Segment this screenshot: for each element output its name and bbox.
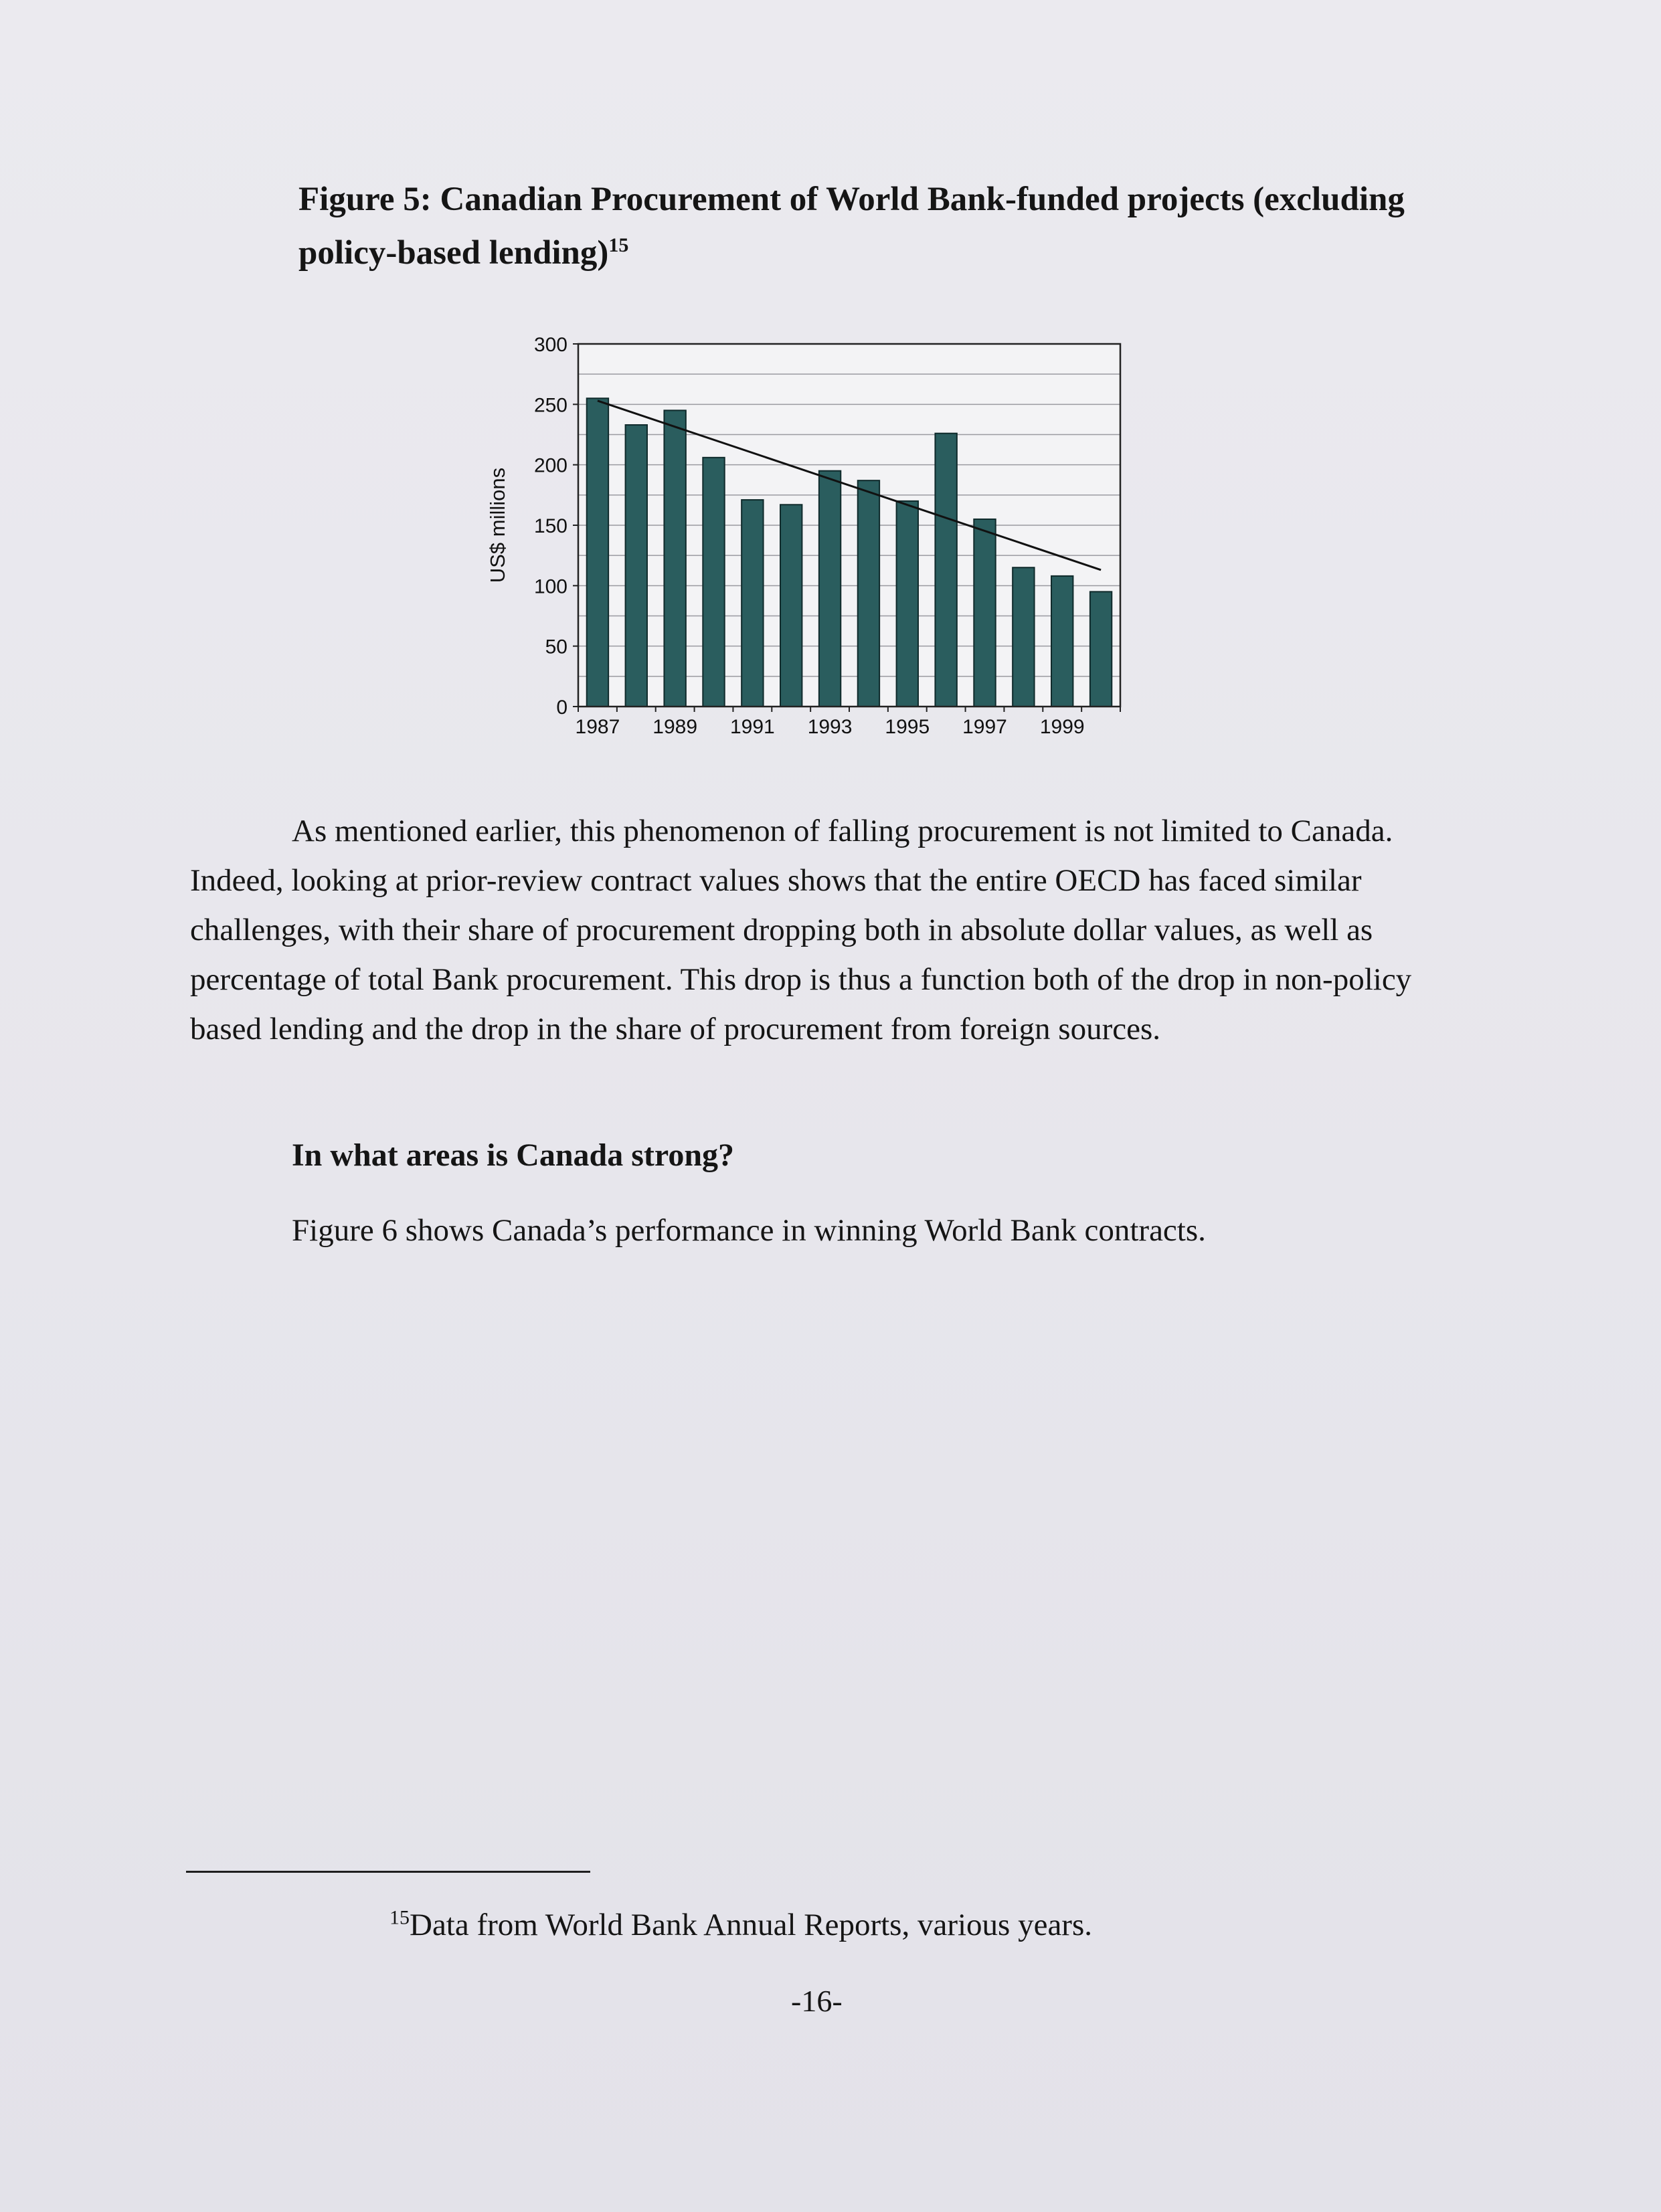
y-tick-label: 100 bbox=[533, 575, 567, 598]
x-tick-label: 1993 bbox=[807, 716, 853, 738]
body-paragraph: As mentioned earlier, this phenomenon of falling procurement is not limited to Canada. Indeed, looking at prior-review contract values shows that the entire OECD has faced similar challenges, with their share of procurement dropping both in absolute dollar values, as well as percentage of total Bank procurement. This drop is thus a function both of the drop in non-policy based lending and the drop in the share of procurement from foreign sources. bbox=[190, 814, 1412, 1046]
y-tick-label: 300 bbox=[533, 334, 567, 356]
bar-1995 bbox=[897, 501, 918, 707]
bar-1998 bbox=[1013, 567, 1034, 707]
footnote-text: Data from World Bank Annual Reports, various years. bbox=[410, 1908, 1093, 1942]
y-tick-label: 150 bbox=[533, 515, 567, 537]
x-tick-label: 1989 bbox=[652, 716, 698, 738]
procurement-chart bbox=[468, 328, 1178, 756]
bar-1990 bbox=[703, 458, 724, 707]
y-tick-label: 250 bbox=[533, 394, 567, 417]
bar-1991 bbox=[741, 500, 763, 707]
body-paragraph-2: Figure 6 shows Canada’s performance in winning World Bank contracts. bbox=[292, 1213, 1206, 1248]
bar-1988 bbox=[626, 425, 647, 707]
bar-1993 bbox=[819, 471, 841, 707]
x-tick-label: 1999 bbox=[1039, 716, 1085, 738]
x-tick-label: 1995 bbox=[885, 716, 930, 738]
y-tick-label: 0 bbox=[556, 697, 567, 719]
bar-1992 bbox=[780, 504, 802, 707]
bar-1999 bbox=[1051, 576, 1073, 707]
bar-1987 bbox=[587, 398, 608, 707]
bar-2000 bbox=[1090, 591, 1112, 707]
y-tick-label: 200 bbox=[533, 454, 567, 477]
bar-1997 bbox=[974, 519, 995, 707]
x-tick-label: 1991 bbox=[729, 716, 775, 738]
bar-1996 bbox=[935, 434, 956, 707]
footnote-number: 15 bbox=[389, 1906, 410, 1929]
y-axis-label: US$ millions bbox=[486, 467, 509, 583]
figure-title bbox=[298, 173, 1503, 280]
figure-title-text: Figure 5: Canadian Procurement of World Bank-funded projects (excluding policy-based lending) bbox=[298, 181, 1405, 272]
footnote-divider bbox=[186, 1871, 590, 1873]
y-tick-label: 50 bbox=[545, 636, 567, 658]
footnote bbox=[389, 1902, 1092, 1948]
page-number: -16- bbox=[791, 1984, 843, 2018]
bar-1994 bbox=[858, 480, 879, 707]
x-tick-label: 1997 bbox=[962, 716, 1007, 738]
bar-1989 bbox=[664, 410, 685, 707]
section-heading: In what areas is Canada strong? bbox=[292, 1137, 735, 1173]
figure-footnote-ref: 15 bbox=[608, 234, 629, 256]
x-tick-label: 1987 bbox=[575, 716, 620, 738]
chart-svg bbox=[468, 328, 1178, 756]
